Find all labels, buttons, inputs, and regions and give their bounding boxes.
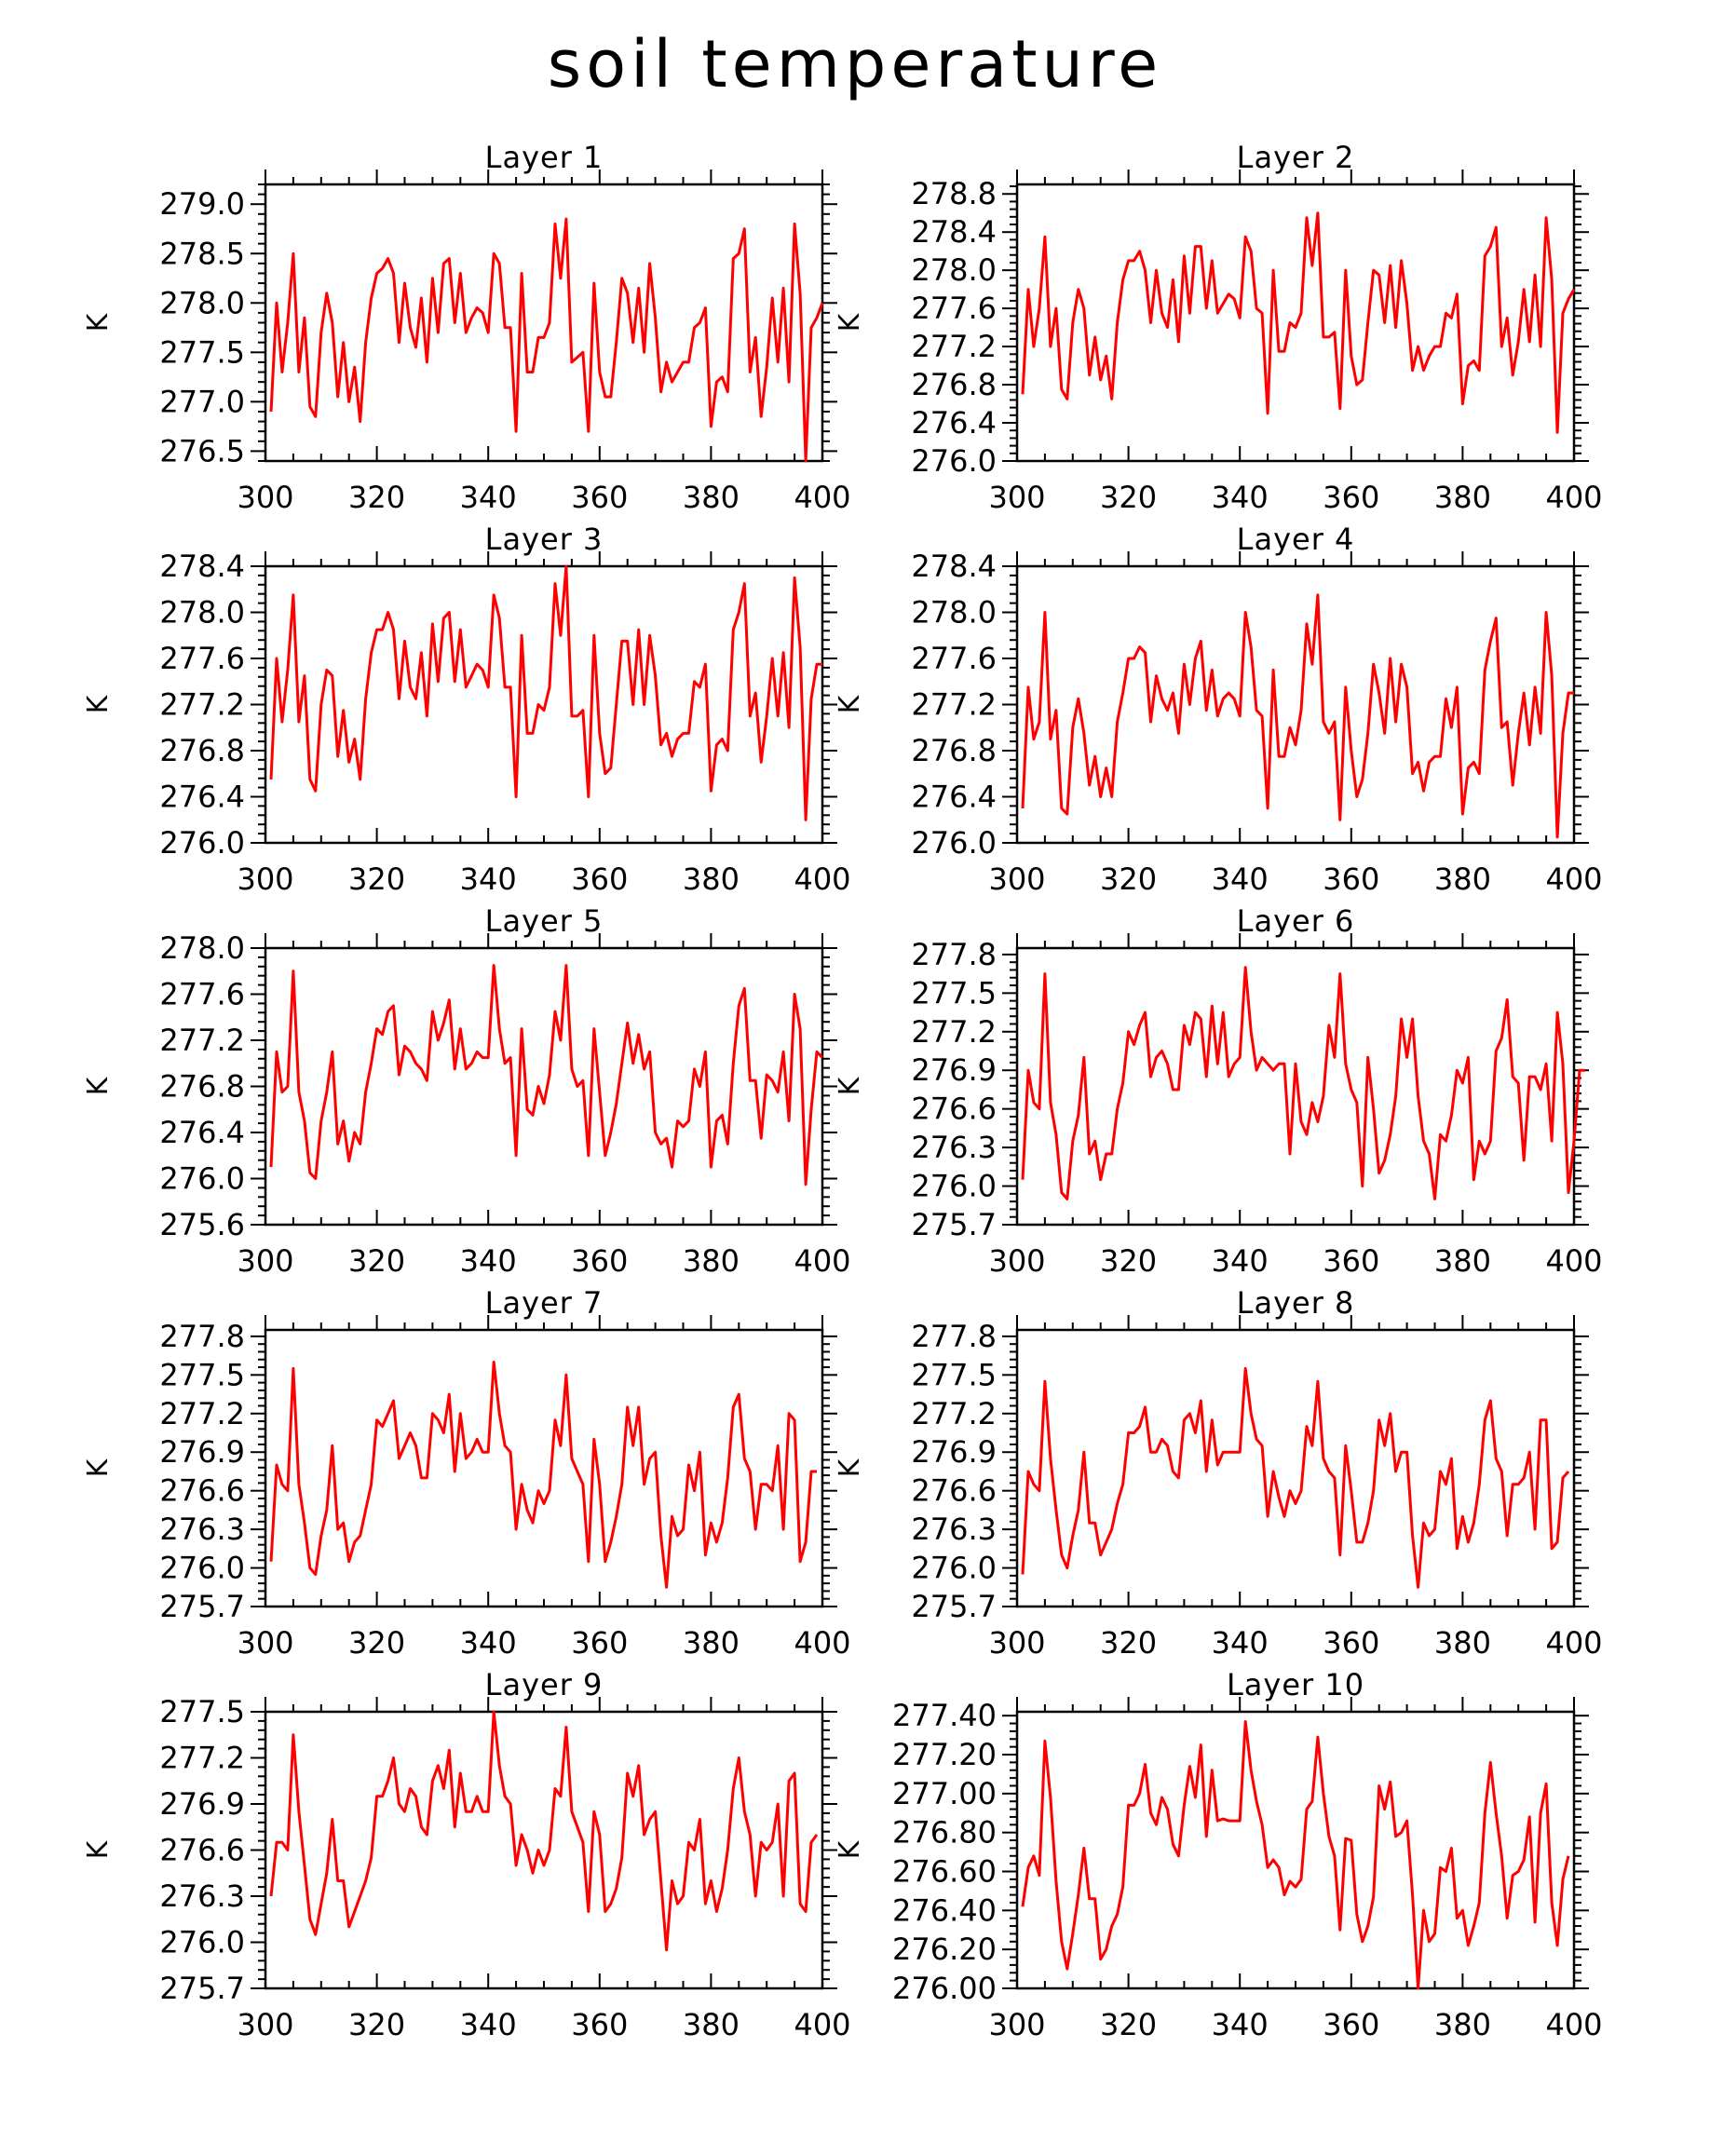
- x-tick-label: 360: [1323, 1243, 1380, 1279]
- y-tick-label: 276.40: [892, 1892, 997, 1929]
- x-tick-label: 340: [1211, 861, 1269, 897]
- series-line-layer-8: [1023, 1368, 1568, 1587]
- y-axis-label: K: [834, 695, 866, 714]
- x-tick-label: 320: [1100, 2007, 1158, 2042]
- y-tick-label: 275.7: [159, 1589, 245, 1624]
- y-tick-label: 276.0: [911, 825, 997, 861]
- x-tick-label: 320: [348, 480, 406, 515]
- y-tick-label: 276.8: [159, 733, 245, 768]
- plot-frame: [1017, 184, 1574, 461]
- y-tick-label: 277.6: [911, 641, 997, 676]
- x-tick-label: 300: [988, 480, 1046, 515]
- y-tick-label: 276.0: [159, 1160, 245, 1197]
- panel-layer-8: [834, 1285, 1603, 1661]
- x-tick-label: 400: [794, 480, 851, 515]
- y-tick-label: 276.6: [911, 1091, 997, 1127]
- y-tick-label: 276.8: [159, 1068, 245, 1105]
- x-tick-label: 360: [571, 1625, 629, 1661]
- y-tick-label: 276.4: [159, 1115, 245, 1150]
- x-tick-label: 400: [794, 1625, 851, 1661]
- series-line-layer-2: [1023, 213, 1574, 433]
- x-tick-label: 300: [988, 861, 1046, 897]
- x-tick-label: 300: [237, 1625, 294, 1661]
- y-tick-label: 277.5: [159, 334, 245, 371]
- y-tick-label: 275.7: [911, 1589, 997, 1624]
- plot-frame: [265, 1712, 822, 1988]
- panel-title: Layer 3: [484, 522, 604, 557]
- x-tick-label: 400: [794, 2007, 851, 2042]
- series-line-layer-6: [1023, 968, 1585, 1200]
- x-tick-label: 400: [1545, 1625, 1603, 1661]
- y-tick-label: 276.4: [911, 779, 997, 815]
- plot-frame: [265, 184, 822, 461]
- x-tick-label: 360: [1323, 1625, 1380, 1661]
- y-tick-label: 276.00: [892, 1971, 997, 2006]
- y-tick-label: 277.8: [159, 1318, 245, 1354]
- series-line-layer-4: [1023, 595, 1574, 837]
- panel-layer-5: [82, 903, 851, 1279]
- y-tick-label: 278.0: [159, 285, 245, 321]
- y-tick-label: 277.40: [892, 1698, 997, 1734]
- x-tick-label: 360: [571, 861, 629, 897]
- y-tick-label: 276.9: [911, 1052, 997, 1089]
- y-tick-label: 276.0: [159, 825, 245, 861]
- y-axis-label: K: [82, 1458, 115, 1478]
- panel-layer-1: [82, 140, 851, 515]
- y-tick-label: 276.0: [911, 1550, 997, 1586]
- y-axis-label: K: [834, 1077, 866, 1096]
- y-tick-label: 276.5: [159, 433, 245, 469]
- x-tick-label: 360: [1323, 2007, 1380, 2042]
- x-tick-label: 400: [1545, 480, 1603, 515]
- x-tick-label: 380: [1433, 2007, 1491, 2042]
- y-tick-label: 275.7: [159, 1971, 245, 2006]
- y-tick-label: 277.2: [911, 1013, 997, 1050]
- panel-title: Layer 10: [1226, 1667, 1365, 1702]
- y-tick-label: 276.4: [159, 779, 245, 815]
- y-tick-label: 277.6: [159, 641, 245, 676]
- y-tick-label: 277.6: [159, 976, 245, 1012]
- y-tick-label: 277.5: [911, 1357, 997, 1393]
- x-tick-label: 360: [1323, 480, 1380, 515]
- series-line-layer-5: [271, 966, 822, 1185]
- y-tick-label: 278.4: [159, 549, 245, 584]
- panel-layer-2: [834, 140, 1603, 515]
- x-tick-label: 340: [1211, 2007, 1269, 2042]
- y-tick-label: 276.8: [911, 367, 997, 403]
- x-tick-label: 320: [1100, 480, 1158, 515]
- plot-frame: [1017, 566, 1574, 843]
- panel-title: Layer 2: [1236, 140, 1355, 175]
- x-tick-label: 300: [237, 1243, 294, 1279]
- y-tick-label: 278.0: [911, 252, 997, 289]
- x-tick-label: 400: [794, 861, 851, 897]
- y-tick-label: 277.2: [159, 1395, 245, 1431]
- y-tick-label: 277.2: [159, 686, 245, 723]
- y-tick-label: 277.2: [911, 1395, 997, 1431]
- plot-frame: [265, 1330, 822, 1607]
- y-tick-label: 276.80: [892, 1814, 997, 1851]
- x-tick-label: 300: [237, 480, 294, 515]
- x-tick-label: 320: [1100, 861, 1158, 897]
- y-tick-label: 277.2: [159, 1740, 245, 1776]
- x-tick-label: 380: [1433, 1243, 1491, 1279]
- series-line-layer-7: [271, 1363, 817, 1588]
- y-tick-label: 277.5: [911, 975, 997, 1011]
- y-tick-label: 278.8: [911, 176, 997, 212]
- plot-frame: [265, 948, 822, 1225]
- x-tick-label: 380: [682, 2007, 740, 2042]
- y-tick-label: 275.7: [911, 1207, 997, 1242]
- y-tick-label: 277.2: [911, 329, 997, 365]
- x-tick-label: 340: [1211, 480, 1269, 515]
- y-tick-label: 276.9: [159, 1786, 245, 1822]
- y-tick-label: 277.8: [911, 936, 997, 972]
- x-tick-label: 320: [348, 1625, 406, 1661]
- y-tick-label: 276.9: [159, 1434, 245, 1471]
- y-axis-label: K: [82, 313, 115, 332]
- y-tick-label: 279.0: [159, 186, 245, 223]
- x-tick-label: 300: [988, 1243, 1046, 1279]
- y-tick-label: 276.3: [911, 1130, 997, 1166]
- panel-title: Layer 1: [484, 140, 604, 175]
- y-tick-label: 278.4: [911, 549, 997, 584]
- panel-title: Layer 5: [484, 903, 604, 939]
- y-tick-label: 275.6: [159, 1207, 245, 1242]
- y-axis-label: K: [82, 1077, 115, 1096]
- y-tick-label: 276.0: [911, 1168, 997, 1204]
- x-tick-label: 380: [1433, 480, 1491, 515]
- y-tick-label: 277.8: [911, 1318, 997, 1354]
- x-tick-label: 360: [571, 2007, 629, 2042]
- x-tick-label: 340: [459, 1243, 517, 1279]
- y-tick-label: 276.0: [159, 1550, 245, 1586]
- panel-title: Layer 7: [484, 1285, 604, 1321]
- x-tick-label: 380: [1433, 861, 1491, 897]
- series-line-layer-1: [271, 219, 822, 461]
- panel-title: Layer 8: [1236, 1285, 1355, 1321]
- series-line-layer-10: [1023, 1722, 1568, 1989]
- y-tick-label: 276.6: [159, 1832, 245, 1868]
- y-tick-label: 277.5: [159, 1357, 245, 1393]
- x-tick-label: 380: [1433, 1625, 1491, 1661]
- y-tick-label: 276.3: [159, 1512, 245, 1548]
- y-tick-label: 276.9: [911, 1434, 997, 1471]
- y-tick-label: 276.0: [159, 1924, 245, 1960]
- y-tick-label: 276.6: [159, 1472, 245, 1509]
- y-tick-label: 276.6: [911, 1472, 997, 1509]
- x-tick-label: 340: [459, 480, 517, 515]
- x-tick-label: 360: [1323, 861, 1380, 897]
- plot-frame: [1017, 1330, 1574, 1607]
- y-tick-label: 276.20: [892, 1932, 997, 1968]
- panel-layer-9: [82, 1667, 851, 2042]
- y-tick-label: 277.6: [911, 291, 997, 327]
- y-tick-label: 276.3: [911, 1512, 997, 1548]
- y-tick-label: 276.4: [911, 405, 997, 441]
- y-axis-label: K: [82, 1840, 115, 1860]
- y-axis-label: K: [82, 695, 115, 714]
- x-tick-label: 320: [348, 2007, 406, 2042]
- y-tick-label: 277.20: [892, 1737, 997, 1773]
- y-tick-label: 277.0: [159, 384, 245, 420]
- panel-layer-3: [82, 522, 851, 897]
- x-tick-label: 320: [1100, 1243, 1158, 1279]
- panel-title: Layer 4: [1236, 522, 1355, 557]
- x-tick-label: 400: [1545, 861, 1603, 897]
- x-tick-label: 400: [794, 1243, 851, 1279]
- x-tick-label: 320: [1100, 1625, 1158, 1661]
- series-line-layer-3: [271, 566, 822, 820]
- x-tick-label: 320: [348, 1243, 406, 1279]
- series-line-layer-9: [271, 1712, 817, 1950]
- y-tick-label: 278.0: [159, 594, 245, 631]
- panel-layer-7: [82, 1285, 851, 1661]
- x-tick-label: 340: [1211, 1625, 1269, 1661]
- y-tick-label: 277.00: [892, 1775, 997, 1811]
- y-tick-label: 278.5: [159, 236, 245, 272]
- y-tick-label: 277.5: [159, 1694, 245, 1729]
- panel-layer-6: [834, 903, 1603, 1279]
- y-axis-label: K: [834, 1840, 866, 1860]
- x-tick-label: 340: [1211, 1243, 1269, 1279]
- panel-title: Layer 9: [484, 1667, 604, 1702]
- y-tick-label: 278.4: [911, 214, 997, 251]
- y-axis-label: K: [834, 313, 866, 332]
- x-tick-label: 300: [237, 2007, 294, 2042]
- x-tick-label: 380: [682, 1243, 740, 1279]
- y-tick-label: 276.8: [911, 733, 997, 768]
- figure-title: soil temperature: [547, 26, 1163, 102]
- y-tick-label: 277.2: [911, 686, 997, 723]
- x-tick-label: 400: [1545, 2007, 1603, 2042]
- x-tick-label: 400: [1545, 1243, 1603, 1279]
- x-tick-label: 340: [459, 1625, 517, 1661]
- x-tick-label: 380: [682, 1625, 740, 1661]
- x-tick-label: 320: [348, 861, 406, 897]
- panel-layer-4: [834, 522, 1603, 897]
- x-tick-label: 340: [459, 2007, 517, 2042]
- y-tick-label: 276.0: [911, 443, 997, 479]
- x-tick-label: 300: [988, 2007, 1046, 2042]
- y-tick-label: 276.60: [892, 1853, 997, 1890]
- x-tick-label: 380: [682, 861, 740, 897]
- y-tick-label: 278.0: [159, 930, 245, 966]
- x-tick-label: 300: [237, 861, 294, 897]
- x-tick-label: 360: [571, 1243, 629, 1279]
- panel-layer-10: [834, 1667, 1603, 2042]
- x-tick-label: 380: [682, 480, 740, 515]
- y-tick-label: 277.2: [159, 1023, 245, 1058]
- panel-title: Layer 6: [1236, 903, 1355, 939]
- y-axis-label: K: [834, 1458, 866, 1478]
- x-tick-label: 300: [988, 1625, 1046, 1661]
- y-tick-label: 276.3: [159, 1878, 245, 1914]
- y-tick-label: 278.0: [911, 594, 997, 631]
- x-tick-label: 360: [571, 480, 629, 515]
- x-tick-label: 340: [459, 861, 517, 897]
